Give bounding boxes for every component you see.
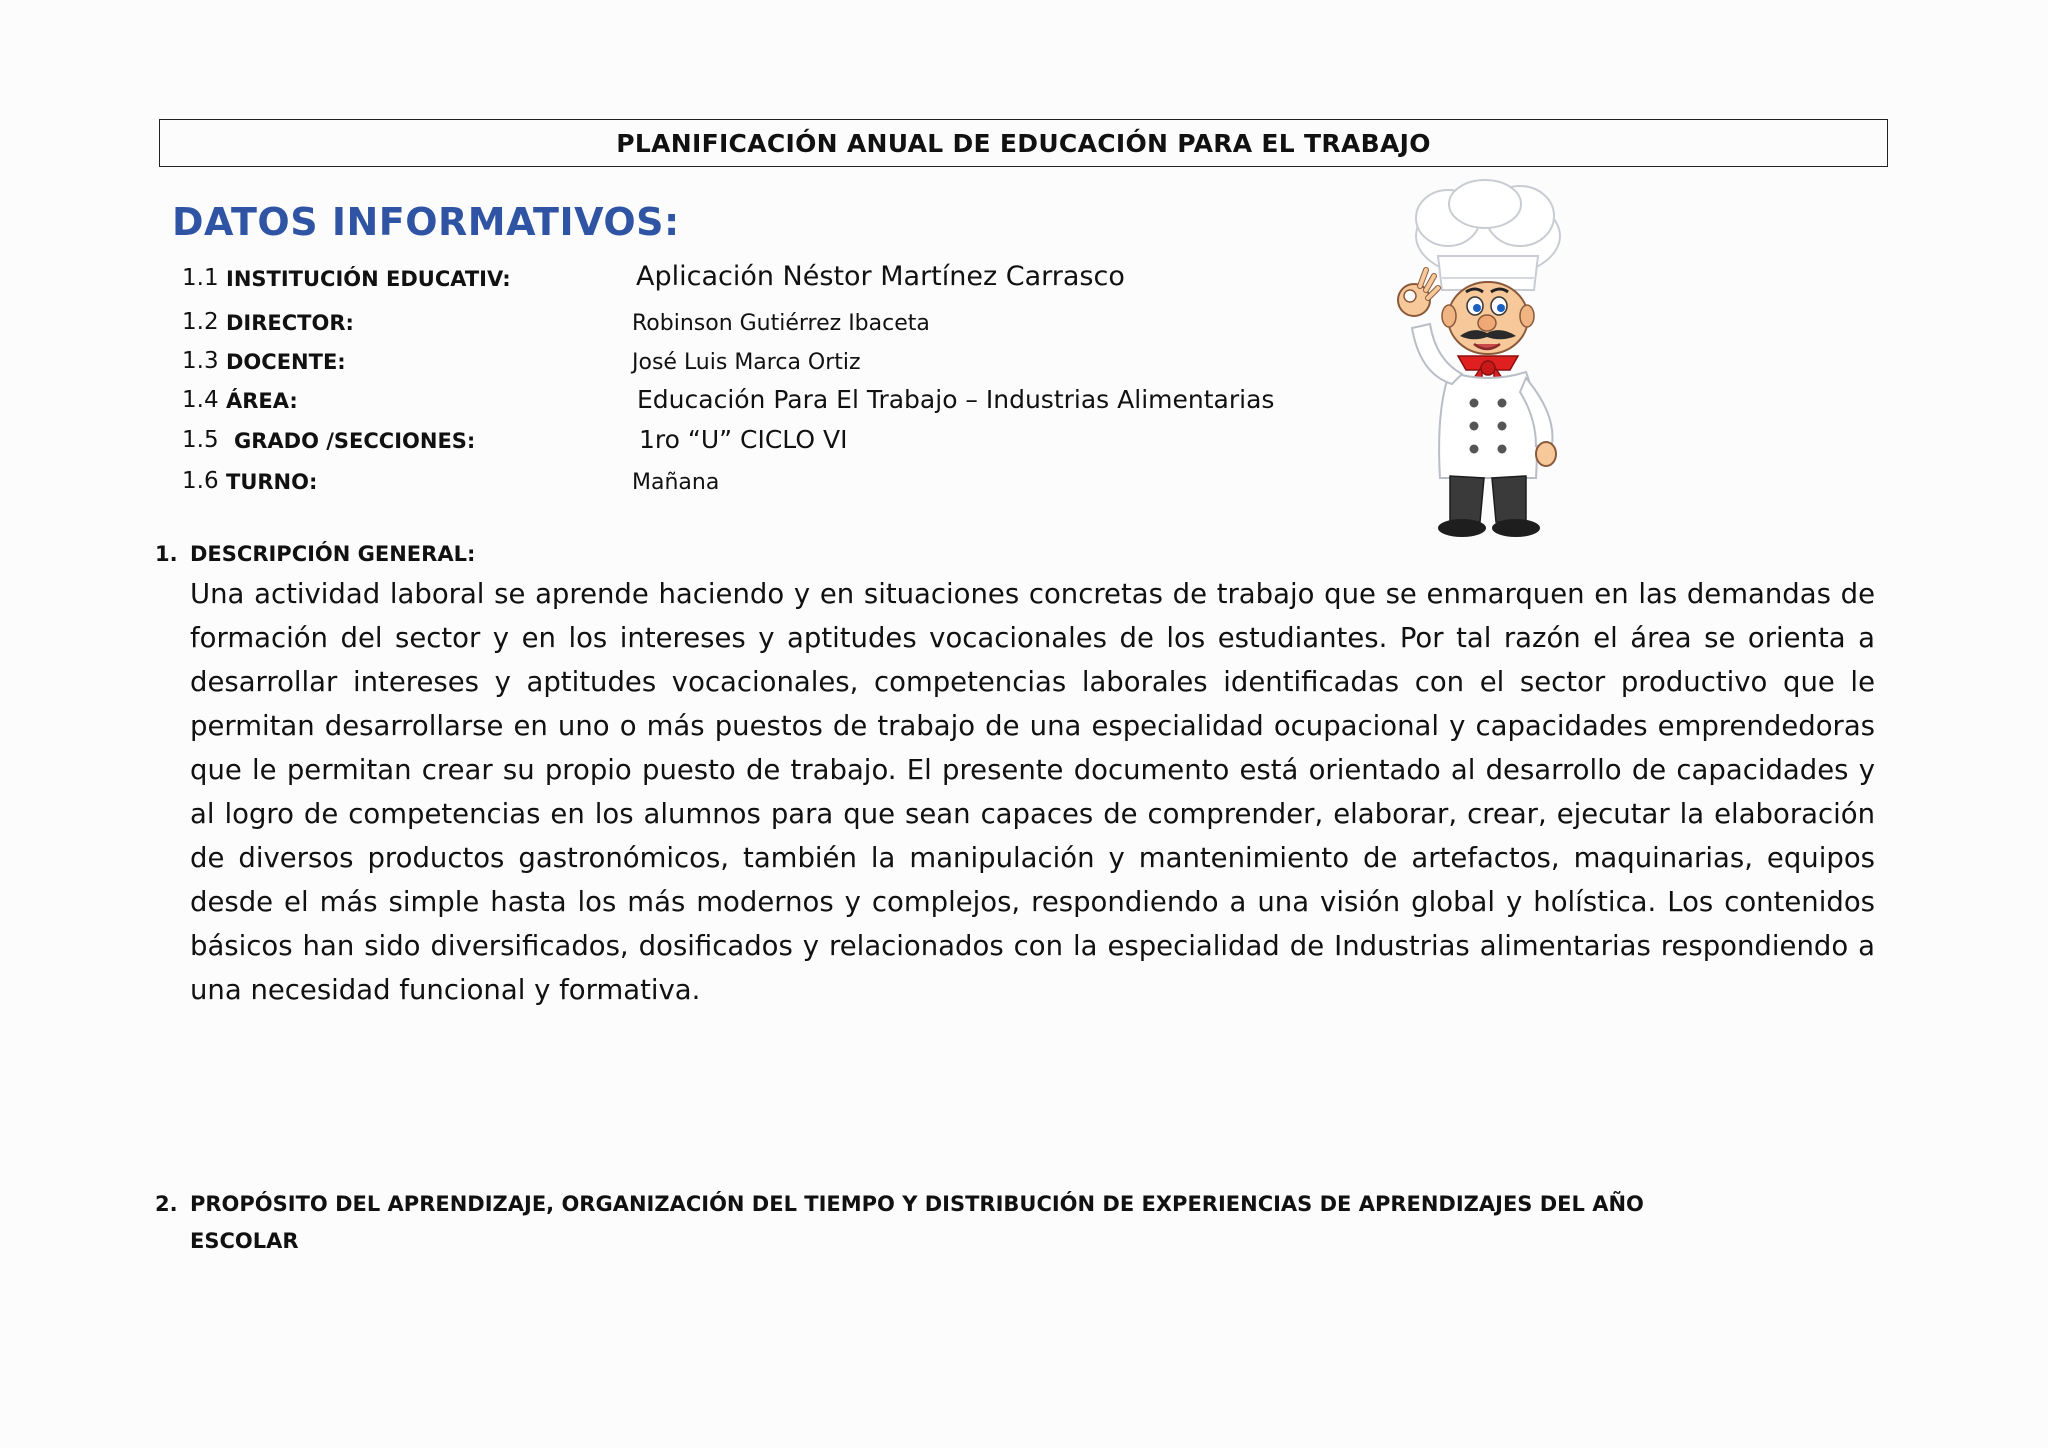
section-title: DESCRIPCIÓN GENERAL:	[190, 542, 476, 566]
info-number: 1.3	[182, 348, 219, 374]
info-label: TURNO:	[226, 470, 318, 494]
info-row-turno	[182, 468, 1382, 504]
datos-informativos-heading: DATOS INFORMATIVOS:	[172, 200, 680, 244]
info-number: 1.4	[182, 387, 219, 413]
info-row-institucion	[182, 261, 1382, 301]
info-row-grado	[182, 427, 1382, 463]
document-title: PLANIFICACIÓN ANUAL DE EDUCACIÓN PARA EL TRABAJO	[159, 119, 1888, 167]
section-2-heading	[155, 1186, 1855, 1260]
info-value: 1ro “U” CICLO VI	[639, 425, 848, 454]
info-number: 1.5	[182, 427, 219, 453]
info-row-docente	[182, 348, 1382, 384]
info-label: DOCENTE:	[226, 350, 346, 374]
chef-legs	[1438, 476, 1540, 537]
section-title-line-1: PROPÓSITO DEL APRENDIZAJE, ORGANIZACIÓN DEL TIEMPO Y DISTRIBUCIÓN DE EXPERIENCIAS DE APRENDIZAJES DEL AÑO	[190, 1192, 1644, 1216]
info-value: Aplicación Néstor Martínez Carrasco	[636, 261, 1125, 292]
chef-face	[1442, 282, 1534, 354]
info-label: ÁREA:	[226, 389, 298, 413]
section-number: 1.	[155, 542, 178, 566]
info-value: José Luis Marca Ortiz	[632, 350, 861, 375]
info-number: 1.1	[182, 265, 219, 291]
section-title-line-2: ESCOLAR	[190, 1229, 299, 1253]
description-paragraph: Una actividad laboral se aprende haciendo y en situaciones concretas de trabajo que se enmarquen en las demandas de formación del sector y en los intereses y aptitudes vocacionales de los estudiantes. Por tal razón el área se orienta a desarrollar intereses y aptitudes vocacionales, competencias laborales identificadas con el sector productivo que le permitan desarrollarse en uno o más puestos de trabajo de una especialidad ocupacional y capacidades emprendedoras que le permitan crear su propio puesto de trabajo. El presente documento está orientado al desarrollo de capacidades y al logro de competencias en los alumnos para que sean capaces de comprender, elaborar, crear, ejecutar la elaboración de diversos productos gastronómicos, también la manipulación y mantenimiento de artefactos, maquinarias, equipos desde el más simple hasta los más modernos y complejos, respondiendo a una visión global y holística. Los contenidos básicos han sido diversificados, dosificados y relacionados con la especialidad de Industrias alimentarias respondiendo a una necesidad funcional y formativa.	[190, 578, 1875, 1006]
info-value: Mañana	[632, 470, 720, 495]
info-number: 1.2	[182, 309, 219, 335]
info-row-area	[182, 387, 1382, 423]
info-value: Educación Para El Trabajo – Industrias Alimentarias	[637, 385, 1275, 414]
info-number: 1.6	[182, 468, 219, 494]
info-label: DIRECTOR:	[226, 311, 354, 335]
chef-illustration	[1370, 178, 1630, 543]
info-label: GRADO /SECCIONES:	[234, 429, 476, 453]
info-row-director	[182, 309, 1382, 345]
chef-hat	[1416, 180, 1560, 290]
section-1-heading	[155, 542, 475, 566]
section-number: 2.	[155, 1192, 178, 1216]
info-label: INSTITUCIÓN EDUCATIV:	[226, 267, 511, 291]
info-value: Robinson Gutiérrez Ibaceta	[632, 311, 930, 336]
